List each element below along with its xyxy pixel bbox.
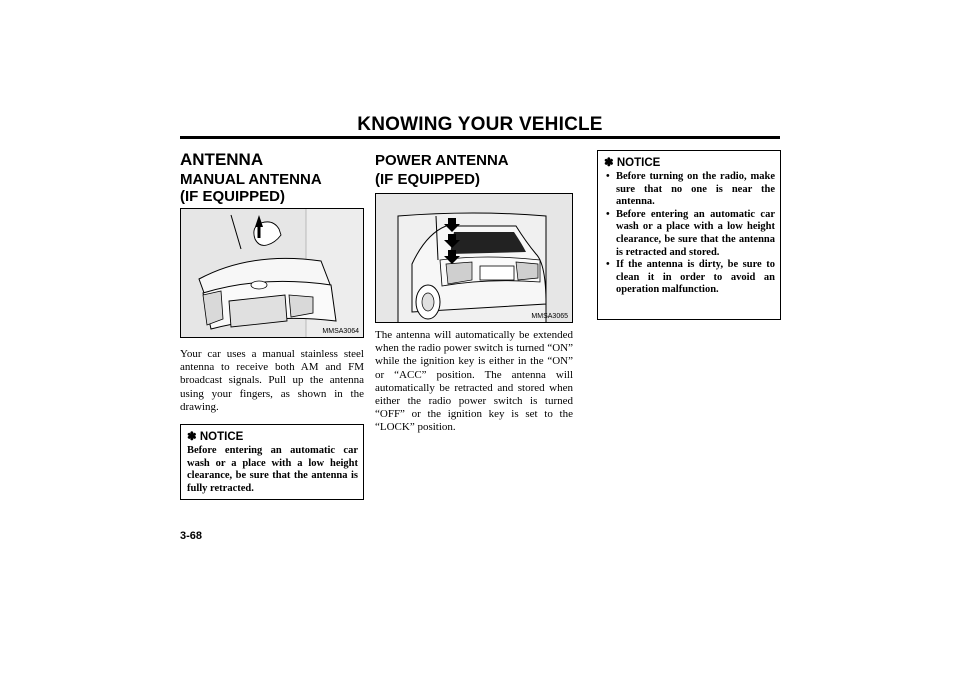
notice-asterisk-icon: ✽ xyxy=(604,157,614,169)
notice-item-car-wash: • Before entering an automatic car wash or a place with a low height clearance, be sure that the antenna is retracted and stored. xyxy=(604,209,775,259)
notice-heading xyxy=(187,431,358,444)
power-antenna-description: The antenna will automatically be extended when the radio power switch is turned “ON” while the ignition key is either in the “ON” or “ACC” position. The antenna will automatically be retracted and stored when either the radio power switch is turned “OFF” or the ignition key is set to the “LOCK” position. xyxy=(375,329,573,434)
middle-column xyxy=(375,150,573,435)
left-column xyxy=(180,150,364,500)
notice-box-car-wash xyxy=(180,424,364,500)
power-antenna-figure xyxy=(375,193,573,323)
notice-text: Before entering an automatic car wash or a place with a low height clearance, be sure that the antenna is fully retracted. xyxy=(187,445,358,494)
notice-item-dirty-antenna: • If the antenna is dirty, be sure to clean it in order to avoid an operation malfunction. xyxy=(604,259,775,297)
section-title: KNOWING YOUR VEHICLE xyxy=(357,114,603,135)
notice-item-radio: • Before turning on the radio, make sure that no one is near the antenna. xyxy=(604,171,775,209)
page-number: 3-68 xyxy=(180,530,203,542)
notice-heading xyxy=(604,157,775,170)
manual-antenna-figure xyxy=(180,208,364,338)
right-column xyxy=(597,150,781,320)
notice-list xyxy=(604,171,775,297)
car-rear-manual-antenna-illustration xyxy=(181,209,363,337)
header-rule xyxy=(180,136,780,139)
notice-title: NOTICE xyxy=(616,157,661,169)
figure-code: MMSA3065 xyxy=(531,313,568,320)
notice-title: NOTICE xyxy=(199,431,244,444)
manual-antenna-description: Your car uses a manual stainless steel antenna to receive both AM and FM broadcast signals. Pull up the antenna using your fingers, as shown in the drawing. xyxy=(180,348,364,413)
manual-antenna-heading-qualifier: (IF EQUIPPED) xyxy=(180,188,286,205)
antenna-heading: ANTENNA xyxy=(180,150,264,169)
figure-code: MMSA3064 xyxy=(322,328,359,335)
notice-box-power-antenna xyxy=(597,150,781,320)
power-antenna-heading-qualifier: (IF EQUIPPED) xyxy=(375,171,481,188)
manual-antenna-heading: MANUAL ANTENNA xyxy=(180,171,322,188)
power-antenna-heading: POWER ANTENNA xyxy=(375,152,509,169)
car-rear-power-antenna-illustration xyxy=(376,194,572,322)
notice-asterisk-icon: ✽ xyxy=(187,431,197,444)
